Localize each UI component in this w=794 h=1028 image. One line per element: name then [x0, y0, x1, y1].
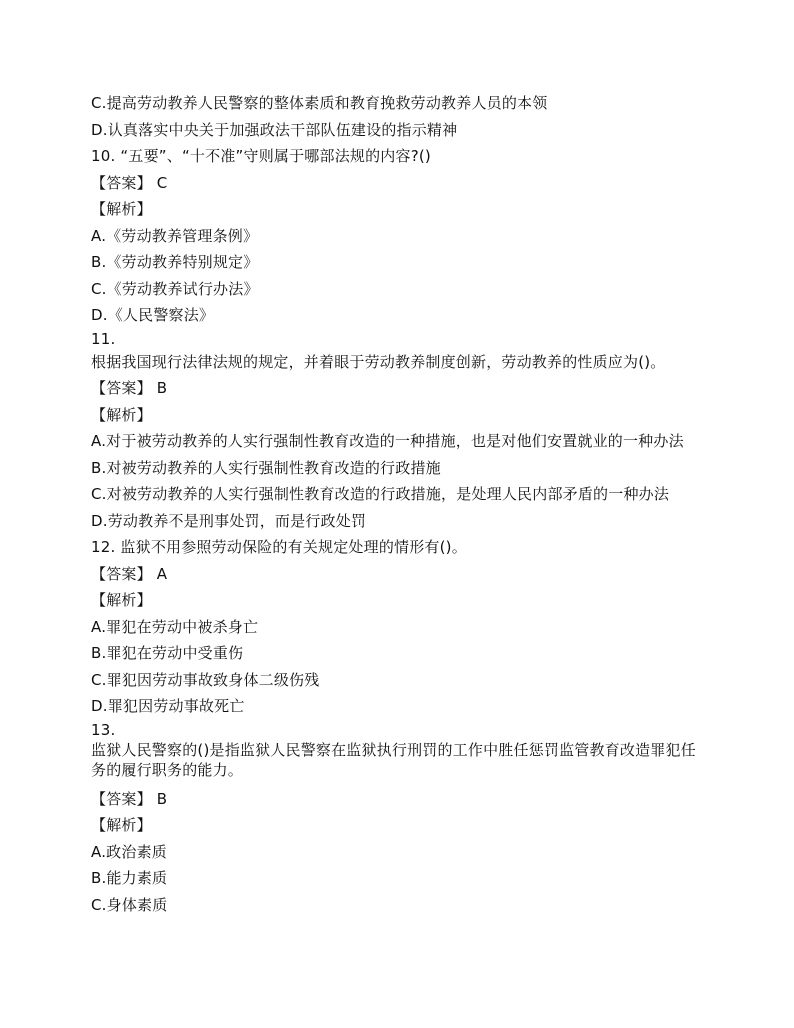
q10-option-a: A.《劳动教养管理条例》 — [91, 226, 259, 245]
q11-option-a: A.对于被劳动教养的人实行强制性教育改造的一种措施，也是对他们安置就业的一种办法 — [91, 432, 684, 450]
q10-option-c: C.《劳动教养试行办法》 — [91, 279, 259, 298]
q12-question: 12. 监狱不用参照劳动保险的有关规定处理的情形有()。 — [91, 538, 467, 556]
q9-option-c: C.提高劳动教养人民警察的整体素质和教育挽救劳动教养人员的本领 — [91, 94, 548, 112]
q11-number: 11. — [91, 329, 116, 348]
q11-question: 根据我国现行法律法规的规定，并着眼于劳动教养制度创新，劳动教养的性质应为()。 — [91, 352, 666, 371]
document-page — [91, 90, 711, 918]
q12-analysis-label: 【解析】 — [91, 591, 152, 609]
q11-answer: 【答案】 B — [91, 379, 168, 397]
q13-option-c: C.身体素质 — [91, 895, 168, 914]
q10-option-b: B.《劳动教养特别规定》 — [91, 253, 259, 271]
q10-answer: 【答案】 C — [91, 173, 168, 192]
q13-option-a: A.政治素质 — [91, 842, 167, 861]
q10-option-d: D.《人民警察法》 — [91, 306, 215, 324]
q12-option-d: D.罪犯因劳动事故死亡 — [91, 697, 245, 715]
q9-option-d: D.认真落实中央关于加强政法干部队伍建设的指示精神 — [91, 120, 458, 139]
q12-option-b: B.罪犯在劳动中受重伤 — [91, 644, 244, 662]
q13-question: 监狱人民警察的()是指监狱人民警察在监狱执行刑罚的工作中胜任惩罚监管教育改造罪犯任务的履行职务的能力。 — [91, 740, 696, 779]
q12-answer: 【答案】 A — [91, 564, 168, 583]
q11-option-c: C.对被劳动教养的人实行强制性教育改造的行政措施，是处理人民内部矛盾的一种办法 — [91, 485, 670, 503]
q11-option-b: B.对被劳动教养的人实行强制性教育改造的行政措施 — [91, 458, 441, 477]
q10-analysis-label: 【解析】 — [91, 200, 152, 218]
q13-number: 13. — [91, 720, 116, 739]
q10-question: 10. “五要”、“十不准”守则属于哪部法规的内容?() — [91, 147, 431, 165]
q11-analysis-label: 【解析】 — [91, 405, 152, 424]
q13-answer: 【答案】 B — [91, 789, 168, 808]
q11-option-d: D.劳动教养不是刑事处罚，而是行政处罚 — [91, 511, 367, 530]
q12-option-c: C.罪犯因劳动事故致身体二级伤残 — [91, 670, 320, 689]
q13-option-b: B.能力素质 — [91, 869, 168, 887]
q12-option-a: A.罪犯在劳动中被杀身亡 — [91, 617, 259, 636]
q13-analysis-label: 【解析】 — [91, 816, 152, 834]
